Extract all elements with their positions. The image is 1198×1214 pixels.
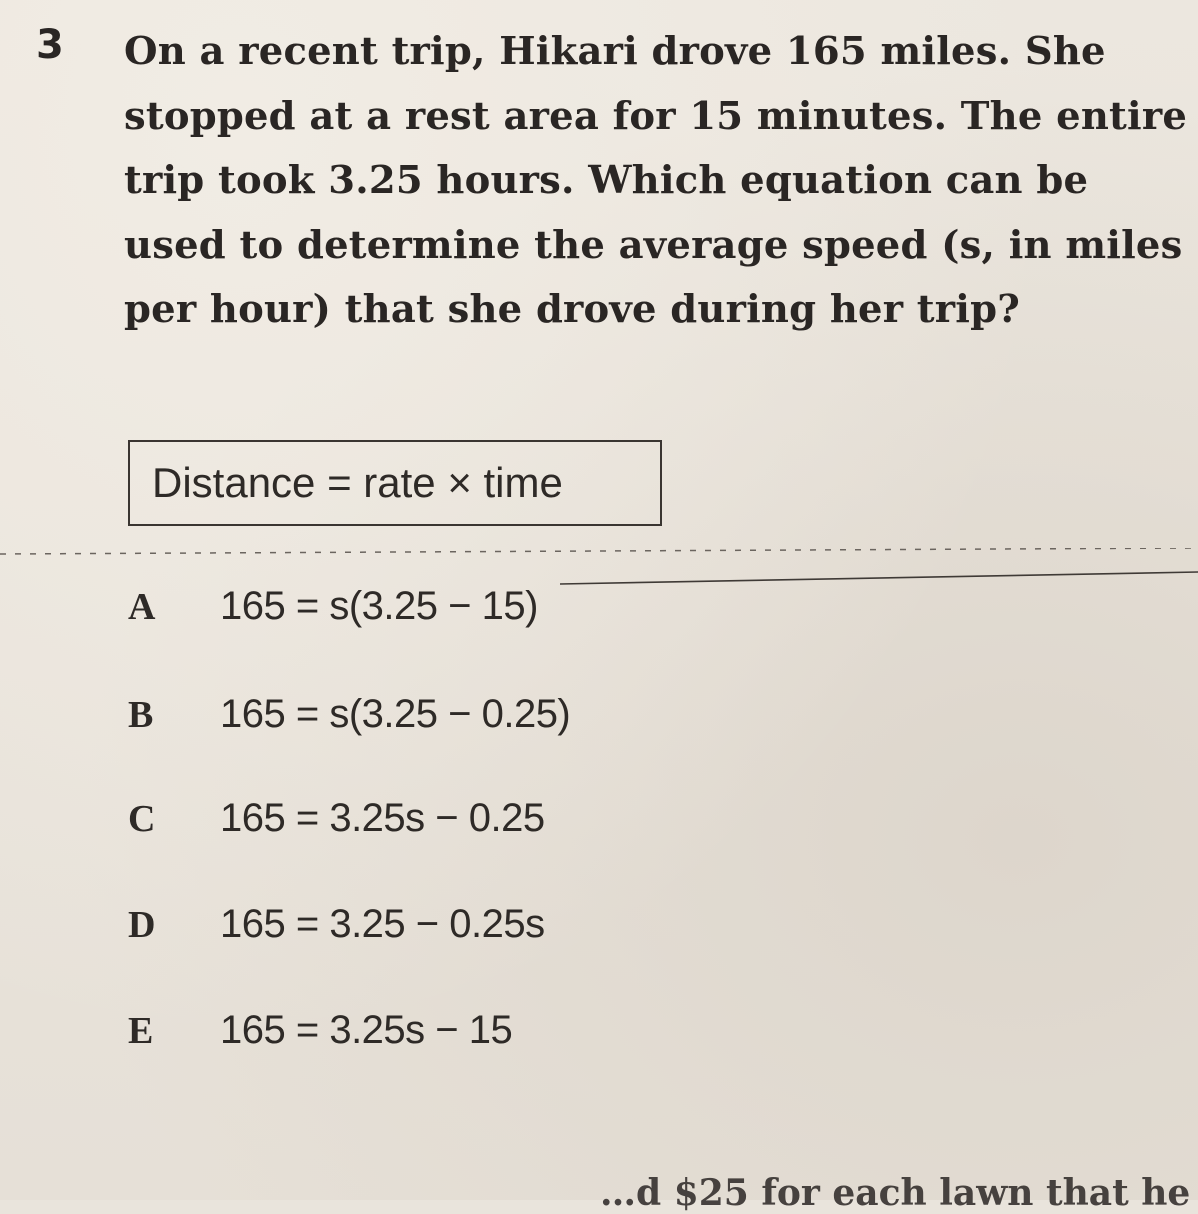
- question-text: On a recent trip, Hikari drove 165 miles. She stopped at a rest area for 15 minutes. The entire trip took 3.25 hours. Which equation can be used to determine the average speed (s, in miles per hour) that she drove during her trip?: [124, 29, 1188, 332]
- question-number: 3: [36, 22, 64, 68]
- formula-box: [128, 440, 662, 526]
- choice-letter: C: [128, 798, 156, 840]
- section-rule: [0, 548, 1198, 588]
- choice-equation: 165 = 3.25s − 0.25: [220, 796, 545, 840]
- choice-letter: E: [128, 1010, 154, 1052]
- answer-choice-c[interactable]: [128, 796, 545, 841]
- choice-letter: A: [128, 586, 156, 628]
- answer-choice-a[interactable]: [128, 584, 538, 629]
- next-question-partial-text: …d $25 for each lawn that he: [600, 1172, 1191, 1214]
- choice-equation: 165 = 3.25 − 0.25s: [220, 902, 545, 946]
- choice-equation: 165 = s(3.25 − 0.25): [220, 692, 571, 736]
- choice-equation: 165 = 3.25s − 15: [220, 1008, 513, 1052]
- answer-choice-d[interactable]: [128, 902, 545, 947]
- answer-choice-e[interactable]: [128, 1008, 512, 1053]
- choice-letter: B: [128, 694, 154, 736]
- formula-text: Distance = rate × time: [152, 459, 563, 506]
- choice-equation: 165 = s(3.25 − 15): [220, 584, 538, 628]
- answer-choice-b[interactable]: [128, 692, 570, 737]
- choice-letter: D: [128, 904, 156, 946]
